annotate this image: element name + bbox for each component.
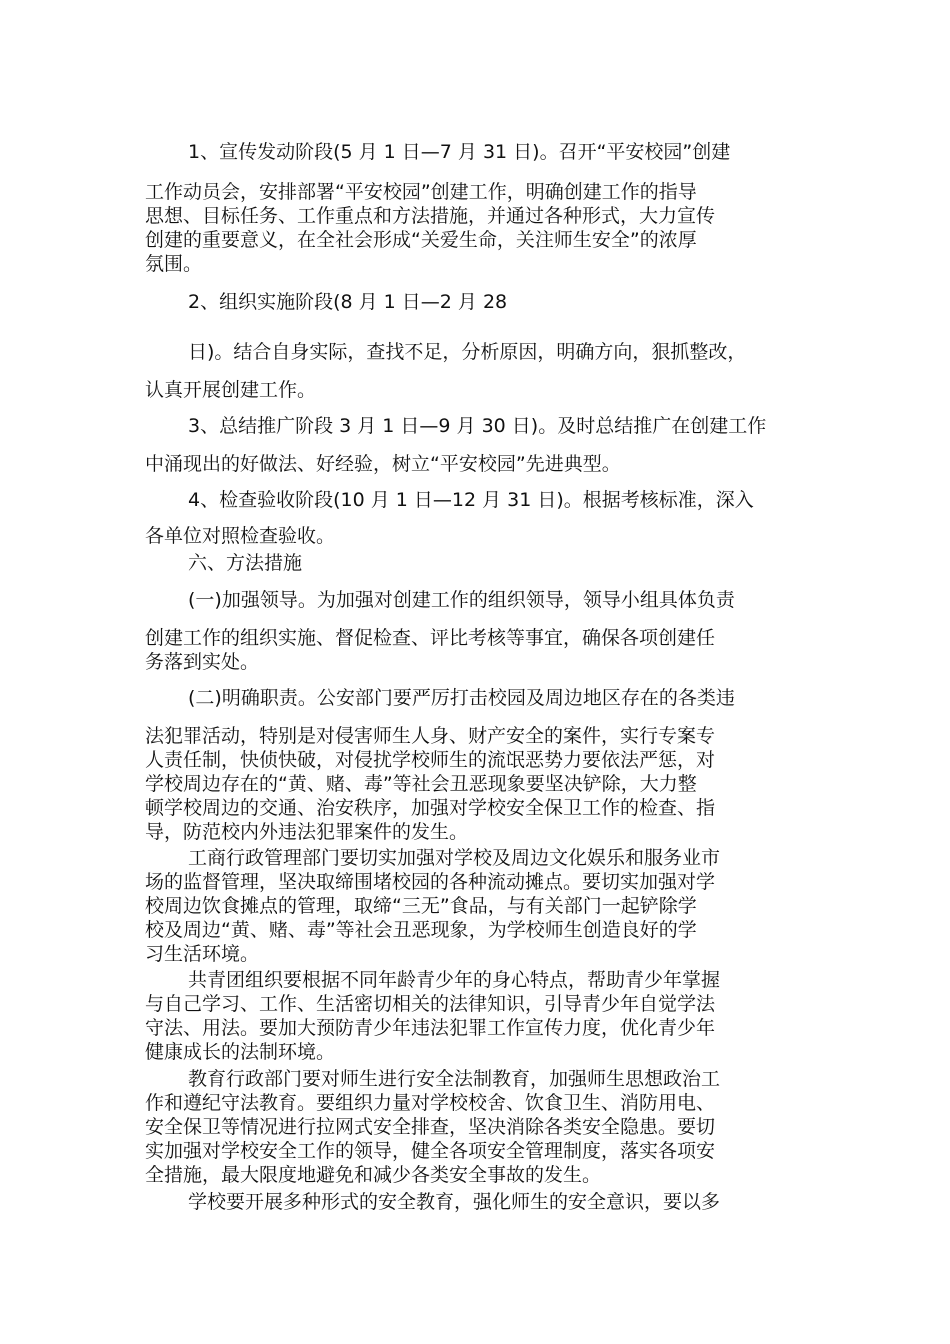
text-line: 法犯罪活动，特别是对侵害师生人身、财产安全的案件，实行专案专 — [145, 725, 716, 747]
text-line: 守法、用法。要加大预防青少年违法犯罪工作宣传力度，优化青少年 — [145, 1017, 716, 1039]
text-line: 中涌现出的好做法、好经验，树立“平安校园”先进典型。 — [145, 453, 621, 475]
text-line: 安全保卫等情况进行拉网式安全排查，坚决消除各类安全隐患。要切 — [145, 1116, 716, 1138]
text-line: 学校周边存在的“黄、赌、毒”等社会丑恶现象要坚决铲除，大力整 — [145, 773, 697, 795]
text-line: 人责任制，快侦快破，对侵扰学校师生的流氓恶势力要依法严惩，对 — [145, 749, 716, 771]
text-line: 实加强对学校安全工作的领导，健全各项安全管理制度，落实各项安 — [145, 1140, 716, 1162]
text-line: 1、宣传发动阶段(5 月 1 日—7 月 31 日)。召开“平安校园”创建 — [188, 141, 731, 163]
text-line: 各单位对照检查验收。 — [145, 525, 336, 547]
text-line: 2、组织实施阶段(8 月 1 日—2 月 28 — [188, 291, 508, 313]
text-line: 顿学校周边的交通、治安秩序，加强对学校安全保卫工作的检查、指 — [145, 797, 716, 819]
text-line: 习生活环境。 — [145, 943, 260, 965]
text-line: 3、总结推广阶段 3 月 1 日—9 月 30 日)。及时总结推广在创建工作 — [188, 415, 767, 437]
text-line: 作和遵纪守法教育。要组织力量对学校校舍、饮食卫生、消防用电、 — [145, 1092, 716, 1114]
text-line: 务落到实处。 — [145, 651, 260, 673]
text-line: 认真开展创建工作。 — [145, 379, 317, 401]
text-line: 工商行政管理部门要切实加强对学校及周边文化娱乐和服务业市 — [188, 847, 721, 869]
text-line: 氛围。 — [145, 253, 203, 275]
text-line: (二)明确职责。公安部门要严厉打击校园及周边地区存在的各类违 — [188, 687, 735, 709]
text-line: 健康成长的法制环境。 — [145, 1041, 336, 1063]
text-line: 场的监督管理，坚决取缔围堵校园的各种流动摊点。要切实加强对学 — [145, 871, 716, 893]
text-line: 导，防范校内外违法犯罪案件的发生。 — [145, 821, 469, 843]
text-line: (一)加强领导。为加强对创建工作的组织领导，领导小组具体负责 — [188, 589, 735, 611]
text-line: 4、检查验收阶段(10 月 1 日—12 月 31 日)。根据考核标准，深入 — [188, 489, 754, 511]
text-line: 学校要开展多种形式的安全教育，强化师生的安全意识，要以多 — [188, 1191, 721, 1213]
section-heading: 六、方法措施 — [188, 552, 303, 574]
text-line: 校及周边“黄、赌、毒”等社会丑恶现象，为学校师生创造良好的学 — [145, 919, 697, 941]
text-line: 共青团组织要根据不同年龄青少年的身心特点，帮助青少年掌握 — [188, 969, 721, 991]
text-line: 教育行政部门要对师生进行安全法制教育，加强师生思想政治工 — [188, 1068, 721, 1090]
text-line: 与自己学习、工作、生活密切相关的法律知识，引导青少年自觉学法 — [145, 993, 716, 1015]
text-line: 工作动员会，安排部署“平安校园”创建工作，明确创建工作的指导 — [145, 181, 697, 203]
text-line: 日)。结合自身实际，查找不足，分析原因，明确方向，狠抓整改， — [188, 341, 747, 363]
text-line: 校周边饮食摊点的管理，取缔“三无”食品，与有关部门一起铲除学 — [145, 895, 697, 917]
text-line: 创建工作的组织实施、督促检查、评比考核等事宜，确保各项创建任 — [145, 627, 716, 649]
text-line: 创建的重要意义，在全社会形成“关爱生命，关注师生安全”的浓厚 — [145, 229, 697, 251]
text-line: 全措施，最大限度地避免和减少各类安全事故的发生。 — [145, 1164, 602, 1186]
text-line: 思想、目标任务、工作重点和方法措施，并通过各种形式，大力宣传 — [145, 205, 716, 227]
